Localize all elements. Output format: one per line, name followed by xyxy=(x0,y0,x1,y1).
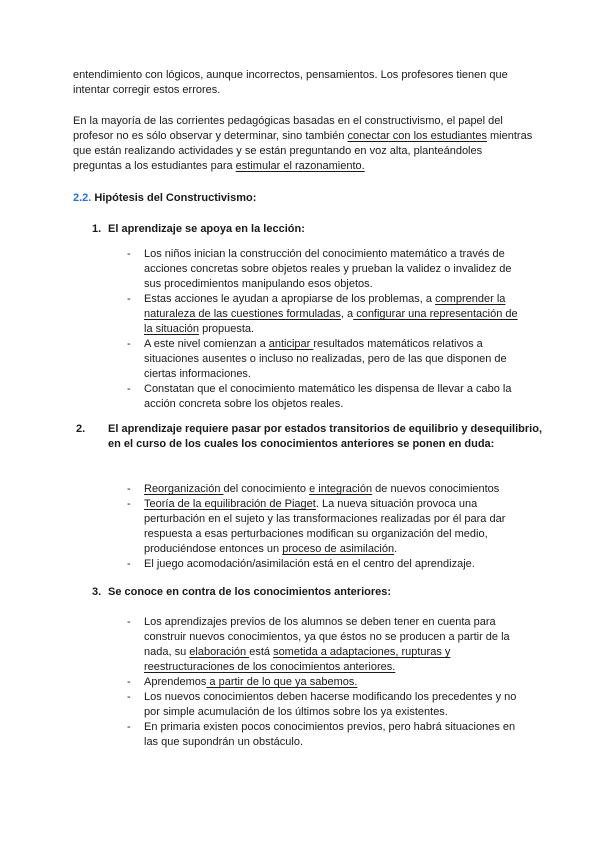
hypothesis-3-text: Se conoce en contra de los conocimientos anteriores: xyxy=(108,586,392,598)
list-item xyxy=(127,615,527,675)
list-item-text: A este nivel comienzan a xyxy=(144,338,269,350)
intro-paragraph-2 xyxy=(73,114,533,174)
list-item-underlined: Teoría de la equilibración de Piaget xyxy=(144,498,316,510)
section-number: 2.2. xyxy=(73,192,92,204)
intro-paragraph-1: entendimiento con lógicos, aunque incorrectos, pensamientos. Los profesores tienen que intentar corregir estos errores. xyxy=(73,69,508,96)
section-title: Hipótesis del Constructivismo: xyxy=(91,192,257,204)
list-item-underlined: configurar una representación de la situación xyxy=(144,308,518,335)
intro-p2-text-a: En la mayoría de las corrientes pedagógicas basadas en el constructivismo, el papel del profesor no es sólo observar y determinar, sino también xyxy=(73,115,503,142)
intro-p2-text-b: mientras que están realizando actividades y se están preguntando en voz alta, planteándoles preguntas a los estudiantes para xyxy=(73,130,533,172)
list-item xyxy=(127,497,527,557)
intro-p2-underlined-a: conectar con los estudiantes xyxy=(347,130,487,142)
list-item-underlined: proceso de asimilación xyxy=(282,543,395,555)
list-item: - Los nuevos conocimientos deben hacerse modificando los precedentes y no por simple acumulación de los últimos sobre los ya existentes. xyxy=(127,690,527,720)
list-item: - Constatan que el conocimiento matemático les dispensa de llevar a cabo la acción concreta sobre los objetos reales. xyxy=(127,382,527,412)
list-item-text: Aprendemos xyxy=(144,676,207,688)
hypothesis-2-text: El aprendizaje requiere pasar por estados transitorios de equilibrio y desequilibrio, en el curso de los cuales los conocimientos anteriores se ponen en duda: xyxy=(108,423,543,450)
list-item: - Los niños inician la construcción del conocimiento matemático a través de acciones concretas sobre objetos reales y prueban la validez o invalidez de sus procedimientos manipulando esos objetos. xyxy=(127,247,527,292)
list-item-text: resultados matemáticos relativos a situaciones ausentes o incluso no realizadas, pero de las que disponen de ciertas informaciones. xyxy=(144,338,507,380)
list-item xyxy=(127,482,527,497)
list-item-text: Estas acciones le ayudan a apropiarse de los problemas, a xyxy=(144,293,436,305)
hypothesis-2-list xyxy=(127,482,527,572)
intro-p2-underlined-b: estimular el razonamiento. xyxy=(235,160,365,172)
list-item-underlined: e integración xyxy=(309,483,373,495)
hypothesis-1-list xyxy=(127,247,527,412)
hypothesis-1-text: El aprendizaje se apoya en la lección: xyxy=(108,223,305,235)
list-item-text: está xyxy=(249,646,274,658)
list-item-text: Los aprendizajes previos de los alumnos se deben tener en cuenta para construir nuevos conocimientos, ya que éstos no se producen a partir de la nada, su xyxy=(144,616,510,658)
section-heading xyxy=(73,191,256,206)
list-item-underlined: sometida a adaptaciones, rupturas y reestructuraciones de los conocimientos anteriores. xyxy=(144,646,451,673)
hypothesis-1-number: 1. xyxy=(92,223,102,235)
list-item xyxy=(127,675,527,690)
hypothesis-1-heading xyxy=(92,222,532,237)
list-item-underlined: elaboración xyxy=(189,646,250,658)
list-item-text: de nuevos conocimientos xyxy=(372,483,500,495)
list-item-underlined: anticipar xyxy=(268,338,314,350)
hypothesis-2-heading xyxy=(76,422,548,452)
list-item: - En primaria existen pocos conocimientos previos, pero habrá situaciones en las que supondrán un obstáculo. xyxy=(127,720,527,750)
list-item-text: del conocimiento xyxy=(223,483,310,495)
list-item-text: . xyxy=(394,543,398,555)
list-item-text: propuesta. xyxy=(199,323,255,335)
list-item xyxy=(127,337,527,382)
hypothesis-3-list xyxy=(127,615,527,750)
list-item-text: . La nueva situación provoca una perturbación en el sujeto y las transformaciones realizadas por él para dar respuesta a esas perturbaciones modifican su organización del medio, produciéndose entonces un xyxy=(144,498,506,555)
hypothesis-3-number: 3. xyxy=(92,586,102,598)
hypothesis-3-heading xyxy=(92,585,532,600)
list-item-underlined: a partir de lo que ya sabemos. xyxy=(206,676,358,688)
list-item-text: , a xyxy=(340,308,354,320)
list-item: - El juego acomodación/asimilación está en el centro del aprendizaje. xyxy=(127,557,527,572)
list-item-underlined: Reorganización xyxy=(144,483,224,495)
hypothesis-2-number: 2. xyxy=(76,423,86,435)
list-item xyxy=(127,292,527,337)
list-item-underlined: comprender la naturaleza de las cuestiones formuladas xyxy=(144,293,506,320)
